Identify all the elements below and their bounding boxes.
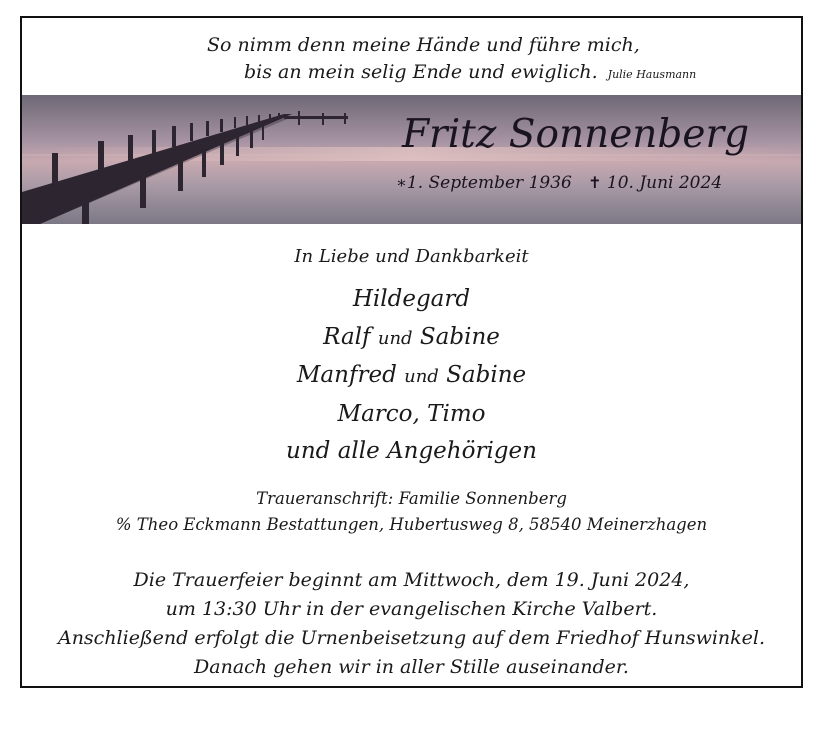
birth-date: 1. September 1936 bbox=[406, 173, 572, 193]
deceased-name: Fritz Sonnenberg bbox=[402, 112, 750, 157]
birth-star-icon: ∗ bbox=[396, 173, 407, 192]
funeral-service-info bbox=[22, 566, 801, 682]
mourner-line: Manfred und Sabine bbox=[296, 362, 527, 388]
obituary-frame bbox=[20, 16, 803, 688]
mourner-line: Marco, Timo bbox=[337, 400, 486, 427]
address-line-1: Traueranschrift: Familie Sonnenberg bbox=[256, 489, 567, 508]
death-cross-icon: ✝ bbox=[588, 173, 602, 192]
death-date: 10. Juni 2024 bbox=[606, 173, 723, 193]
mourner-line: Hildegard bbox=[352, 286, 471, 312]
mourning-address bbox=[22, 486, 801, 538]
quote-author: Julie Hausmann bbox=[607, 68, 697, 81]
mourners-intro: In Liebe und Dankbarkeit bbox=[294, 246, 529, 267]
pier-banner bbox=[22, 95, 801, 224]
service-line: Anschließend erfolgt die Urnenbeisetzung auf dem Friedhof Hunswinkel. bbox=[57, 627, 766, 649]
quote-line-2: bis an mein selig Ende und ewiglich. bbox=[244, 61, 598, 83]
mourner-line: Ralf und Sabine bbox=[323, 323, 500, 350]
service-line: Die Trauerfeier beginnt am Mittwoch, dem 19. Juni 2024, bbox=[133, 569, 690, 591]
mourner-line: und alle Angehörigen bbox=[286, 438, 537, 464]
mourners-list bbox=[22, 281, 801, 471]
life-dates bbox=[396, 172, 722, 194]
quote-line-1: So nimm denn meine Hände und führe mich, bbox=[207, 34, 640, 56]
service-line: Danach gehen wir in aller Stille auseinander. bbox=[194, 656, 629, 678]
service-line: um 13:30 Uhr in der evangelischen Kirche Valbert. bbox=[165, 598, 658, 620]
address-line-2: % Theo Eckmann Bestattungen, Hubertusweg 8, 58540 Meinerzhagen bbox=[115, 515, 708, 534]
